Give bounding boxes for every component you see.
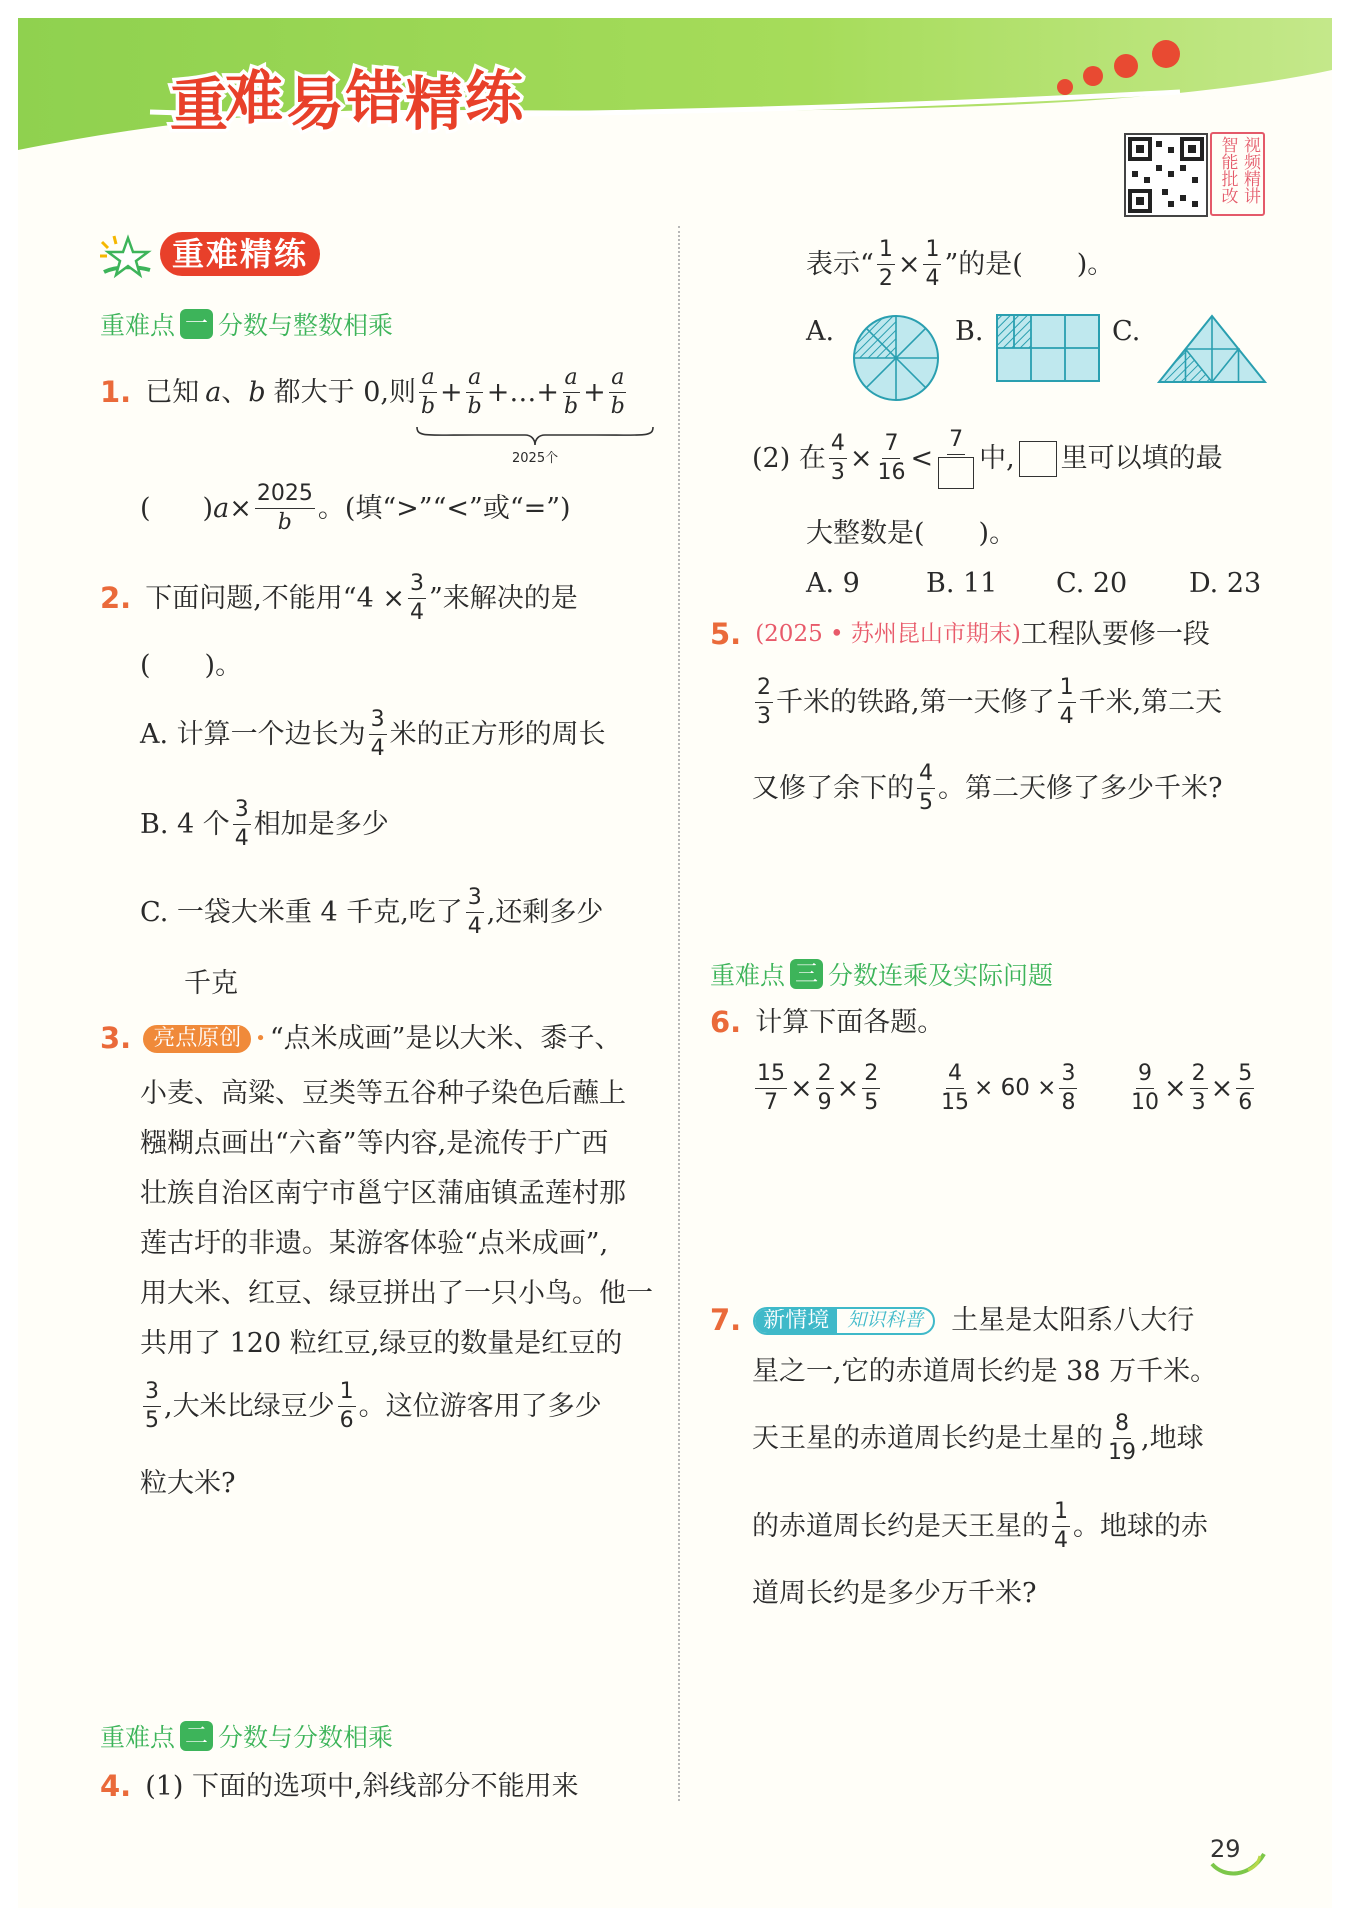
numerator: 2: [862, 1062, 880, 1089]
option-text: 米的正方形的周长: [389, 719, 606, 751]
denominator: 5: [145, 1408, 159, 1434]
kp-title: 分数连乘及实际问题: [828, 961, 1054, 990]
qr-label-char: 智: [1217, 136, 1238, 153]
title-char: 难: [225, 64, 284, 132]
operator: +…+: [486, 377, 560, 409]
title-char: 错: [346, 64, 405, 132]
question-5: [710, 617, 1210, 651]
denominator: 4: [925, 266, 940, 292]
brace-label: 2025个: [512, 451, 559, 466]
knowledge-point-heading: [710, 956, 1053, 992]
question-text: (2) 在: [752, 443, 826, 475]
question-number: 6.: [710, 1005, 742, 1039]
question-text: 、: [221, 377, 249, 409]
denominator: 4: [467, 914, 482, 940]
question-text: 糨糊点画出“六畜”等内容,是流传于广西: [140, 1128, 609, 1159]
question-3: [100, 1021, 622, 1055]
badge-secondary: 知识科普: [847, 1309, 924, 1331]
knowledge-point-heading: [100, 1718, 393, 1754]
denominator: 3: [757, 704, 771, 730]
fraction: [1059, 1062, 1077, 1115]
denominator: 6: [1238, 1090, 1253, 1116]
question-text: 。地球的赤: [1073, 1511, 1208, 1543]
fraction: [1190, 1062, 1208, 1115]
question-text: 共用了 120 粒红豆,绿豆的数量是红豆的: [140, 1328, 623, 1359]
question-text: 天王星的赤道周长约是土星的: [752, 1423, 1103, 1455]
operator: ×: [790, 1073, 813, 1105]
option-a[interactable]: [140, 708, 606, 761]
denominator: b: [610, 394, 625, 420]
numerator: 4: [829, 432, 847, 459]
question-text: 计算下面各题。: [755, 1007, 945, 1038]
numerator: 9: [1136, 1062, 1154, 1089]
numerator: a: [419, 366, 436, 393]
denominator: 8: [1061, 1090, 1076, 1116]
option-c-label[interactable]: C.: [1112, 316, 1141, 347]
question-2: [100, 572, 578, 625]
fraction: [255, 482, 315, 535]
question-text: 千米,第二天: [1078, 687, 1223, 719]
kp-prefix: 重难点: [710, 961, 786, 990]
question-text: 下面问题,不能用“4 ×: [145, 583, 405, 615]
question-text: 用大米、红豆、绿豆拼出了一只小鸟。他一: [140, 1278, 653, 1309]
variable: b: [248, 377, 266, 409]
denominator: 3: [1191, 1090, 1206, 1116]
operator: +: [583, 377, 606, 409]
question-text: 。(填“>”“<”或“=”): [317, 493, 571, 525]
fraction: [1052, 1500, 1070, 1553]
fraction: [1129, 1062, 1161, 1115]
column-divider: [678, 226, 680, 1801]
question-text: 千米的铁路,第一天修了: [776, 687, 1055, 719]
denominator: 4: [1054, 1528, 1068, 1554]
choice-row: [806, 570, 1261, 597]
paper: [18, 18, 1332, 1908]
numerator: 1: [877, 238, 895, 265]
question-number: 2.: [100, 581, 132, 616]
question-text: 道周长约是多少万千米?: [752, 1578, 1037, 1609]
question-4: [100, 1769, 579, 1803]
denominator: 4: [370, 736, 385, 762]
qr-label: [1210, 132, 1265, 216]
title-char: 练: [465, 64, 524, 132]
choice-a[interactable]: A. 9: [806, 568, 860, 599]
numerator: 3: [408, 572, 426, 599]
question-text: 。这位游客用了多少: [358, 1391, 602, 1423]
question-text[interactable]: 大整数是( )。: [806, 518, 1017, 549]
qr-label-char: 频: [1240, 153, 1260, 170]
fraction: [338, 1380, 356, 1433]
question-text: ”来解决的是: [428, 583, 578, 615]
fraction: [939, 1062, 971, 1115]
page-title: [170, 64, 525, 139]
answer-paren: (: [140, 493, 151, 525]
numerator: 2: [816, 1062, 834, 1089]
denominator: b: [420, 394, 436, 420]
denominator: b: [467, 394, 482, 420]
question-text: 的赤道周长约是天王星的: [752, 1511, 1049, 1543]
qr-label-char: 能: [1217, 153, 1238, 170]
qr-label-char: 改: [1217, 187, 1238, 204]
kp-prefix: 重难点: [100, 1723, 176, 1752]
kp-index: 一: [180, 309, 213, 339]
numerator: a: [466, 366, 483, 393]
title-char: 精: [405, 70, 464, 138]
star-icon: [96, 232, 156, 282]
option-b-figure[interactable]: [995, 313, 1101, 383]
decor-dot: [1057, 79, 1073, 95]
option-text: B. 4 个: [140, 809, 230, 841]
answer-paren: ): [202, 493, 214, 525]
question-4-cont: [806, 238, 1114, 291]
fraction: [877, 238, 895, 291]
question-text: “点米成画”是以大米、黍子、: [269, 1023, 622, 1054]
question-text: 莲古圩的非遗。某游客体验“点米成画”,: [140, 1228, 609, 1259]
numerator: 1: [923, 238, 941, 265]
numerator: 3: [233, 798, 251, 825]
question-text: ,大米比绿豆少: [164, 1391, 335, 1423]
badge-primary: 新情境: [755, 1309, 837, 1333]
question-text: 工程队要修一段: [1020, 619, 1210, 650]
numerator: 4: [946, 1062, 964, 1089]
kp-prefix: 重难点: [100, 311, 176, 340]
question-text: 表示“: [806, 249, 874, 281]
title-char: 易: [286, 70, 345, 138]
numerator: a: [609, 366, 626, 393]
fraction: [233, 798, 251, 851]
question-text: 中,: [979, 443, 1015, 475]
question-7: [710, 1303, 1195, 1337]
denominator: 10: [1131, 1090, 1159, 1116]
numerator: 3: [466, 886, 484, 913]
decor-dot: [1083, 66, 1103, 86]
question-number: 3.: [100, 1021, 132, 1055]
question-text: 粒大米?: [140, 1468, 236, 1499]
question-1: [100, 366, 630, 419]
fraction: [143, 1380, 161, 1433]
kp-title: 分数与分数相乘: [218, 1723, 394, 1752]
numerator: 7: [882, 432, 900, 459]
denominator: 5: [864, 1090, 879, 1116]
question-7-line3: [752, 1412, 1204, 1465]
underbrace: [415, 425, 655, 447]
numerator: 2025: [255, 482, 315, 509]
choice-c[interactable]: C. 20: [1056, 568, 1128, 599]
numerator: 4: [917, 762, 935, 789]
fraction: [862, 1062, 880, 1115]
numerator: 15: [755, 1062, 787, 1089]
kp-title: 分数与整数相乘: [218, 311, 394, 340]
option-text: ,还剩多少: [486, 897, 604, 929]
question-text: 已知: [145, 377, 200, 409]
fraction: [466, 366, 484, 419]
page-number: 29: [1210, 1835, 1241, 1863]
operator: ×: [849, 443, 873, 475]
operator: ×: [836, 1073, 860, 1105]
denominator: 5: [919, 790, 933, 816]
dot-icon: •: [255, 1027, 266, 1049]
operator: ×: [897, 249, 921, 281]
option-a-figure[interactable]: [852, 314, 940, 402]
operator: ×: [1210, 1073, 1234, 1105]
qr-code-icon[interactable]: [1124, 133, 1208, 217]
denominator: 7: [764, 1090, 778, 1116]
question-text: 壮族自治区南宁市邕宁区蒲庙镇孟莲村那: [140, 1178, 626, 1209]
option-text: C. 一袋大米重 4 千克,吃了: [140, 897, 463, 929]
fraction: [755, 676, 773, 729]
denominator: 3: [830, 460, 845, 486]
fraction: [419, 366, 437, 419]
numerator: 2: [1190, 1062, 1208, 1089]
question-text: ,地球: [1141, 1423, 1204, 1455]
fraction: [1236, 1062, 1254, 1115]
blank-box[interactable]: [938, 457, 974, 489]
fraction: [917, 762, 935, 815]
option-b[interactable]: [140, 798, 389, 851]
option-b-label[interactable]: B.: [955, 316, 984, 347]
question-3-line8: [140, 1380, 602, 1433]
blank-box[interactable]: [1019, 441, 1057, 477]
expression-3: [1126, 1062, 1257, 1115]
fraction: [816, 1062, 834, 1115]
question-text: (1) 下面的选项中,斜线部分不能用来: [145, 1771, 579, 1802]
numerator: 2: [755, 676, 773, 703]
denominator: 15: [941, 1090, 969, 1116]
operator: ×: [1164, 1073, 1187, 1105]
numerator: a: [563, 366, 580, 393]
expression-1: [752, 1062, 883, 1115]
qr-label-char: 讲: [1240, 187, 1260, 204]
question-text: 小麦、高粱、豆类等五谷种子染色后蘸上: [140, 1078, 626, 1109]
qr-label-char: 精: [1240, 170, 1260, 187]
denominator: 2: [878, 266, 893, 292]
denominator: 4: [409, 600, 424, 626]
choice-d[interactable]: D. 23: [1189, 568, 1262, 599]
knowledge-point-heading: [100, 306, 393, 342]
question-5-line3: [752, 762, 1222, 815]
denominator: 6: [339, 1408, 354, 1434]
question-1-line2: [140, 482, 571, 535]
question-text: 土星是太阳系八大行: [951, 1305, 1195, 1336]
denominator: 4: [1059, 704, 1074, 730]
fraction: [829, 432, 847, 485]
qr-label-char: 视: [1240, 136, 1260, 153]
question-text: 。第二天修了多少千米?: [938, 773, 1223, 805]
question-4-part2: [752, 428, 1223, 489]
fraction: [923, 238, 941, 291]
denominator: b: [277, 510, 292, 536]
numerator: 5: [1236, 1062, 1254, 1089]
fraction: [609, 366, 627, 419]
question-number: 5.: [710, 617, 742, 651]
highlight-badge: 亮点原创: [143, 1025, 251, 1053]
denominator: 16: [877, 460, 906, 486]
question-number: 4.: [100, 1769, 132, 1803]
section-title: 重难精练: [160, 232, 320, 276]
operator: × 60 ×: [974, 1075, 1057, 1102]
question-text: 星之一,它的赤道周长约是 38 万千米。: [752, 1356, 1218, 1387]
denominator: 19: [1108, 1440, 1136, 1466]
source-tag: (2025 • 苏州昆山市期末): [755, 621, 1021, 647]
kp-index: 三: [790, 959, 823, 989]
operator: <: [910, 443, 934, 475]
denominator: 4: [234, 826, 249, 852]
question-number: 7.: [710, 1303, 742, 1337]
fraction: [1106, 1412, 1138, 1465]
answer-paren[interactable]: ( )。: [140, 650, 243, 681]
numerator: 3: [143, 1380, 161, 1407]
context-badge: [753, 1307, 935, 1335]
qr-label-char: 批: [1217, 170, 1238, 187]
denominator: 9: [817, 1090, 832, 1116]
numerator: 1: [338, 1380, 356, 1407]
kp-index: 二: [180, 1721, 213, 1751]
fraction: [562, 366, 580, 419]
fraction: [369, 708, 387, 761]
option-a-label[interactable]: A.: [806, 316, 835, 347]
numerator: 1: [1052, 1500, 1070, 1527]
denominator: b: [564, 394, 579, 420]
numerator: 8: [1113, 1412, 1131, 1439]
question-number: 1.: [100, 375, 132, 410]
question-7-line4: [752, 1500, 1208, 1553]
fraction: [875, 432, 907, 485]
option-text: 千克: [184, 968, 238, 999]
fraction: [1058, 676, 1076, 729]
numerator: 1: [1058, 676, 1076, 703]
question-text: 都大于 0,则: [273, 377, 416, 409]
numerator: 7: [947, 428, 965, 455]
numerator: 3: [369, 708, 387, 735]
option-c-figure[interactable]: [1156, 313, 1268, 385]
fraction: [408, 572, 426, 625]
operator: +: [440, 377, 463, 409]
operator: ×: [229, 493, 252, 525]
variable: a: [213, 493, 230, 525]
page-swoosh-icon: [1210, 1850, 1266, 1880]
question-text: 里可以填的最: [1060, 443, 1223, 475]
option-text: 相加是多少: [253, 809, 389, 841]
question-text: ”的是( )。: [944, 249, 1115, 281]
variable: a: [205, 377, 222, 409]
question-text: 又修了余下的: [752, 773, 914, 805]
choice-b[interactable]: B. 11: [926, 568, 998, 599]
question-5-line2: [752, 676, 1222, 729]
option-c[interactable]: [140, 886, 603, 939]
question-6: [710, 1005, 945, 1039]
fraction: [466, 886, 484, 939]
fraction: [936, 428, 976, 489]
numerator: 3: [1059, 1062, 1077, 1089]
title-char: 重: [170, 71, 229, 139]
expression-2: [936, 1062, 1080, 1115]
decor-dot: [1152, 40, 1180, 68]
option-text: A. 计算一个边长为: [140, 719, 366, 751]
decor-dot: [1114, 54, 1138, 78]
fraction: [755, 1062, 787, 1115]
